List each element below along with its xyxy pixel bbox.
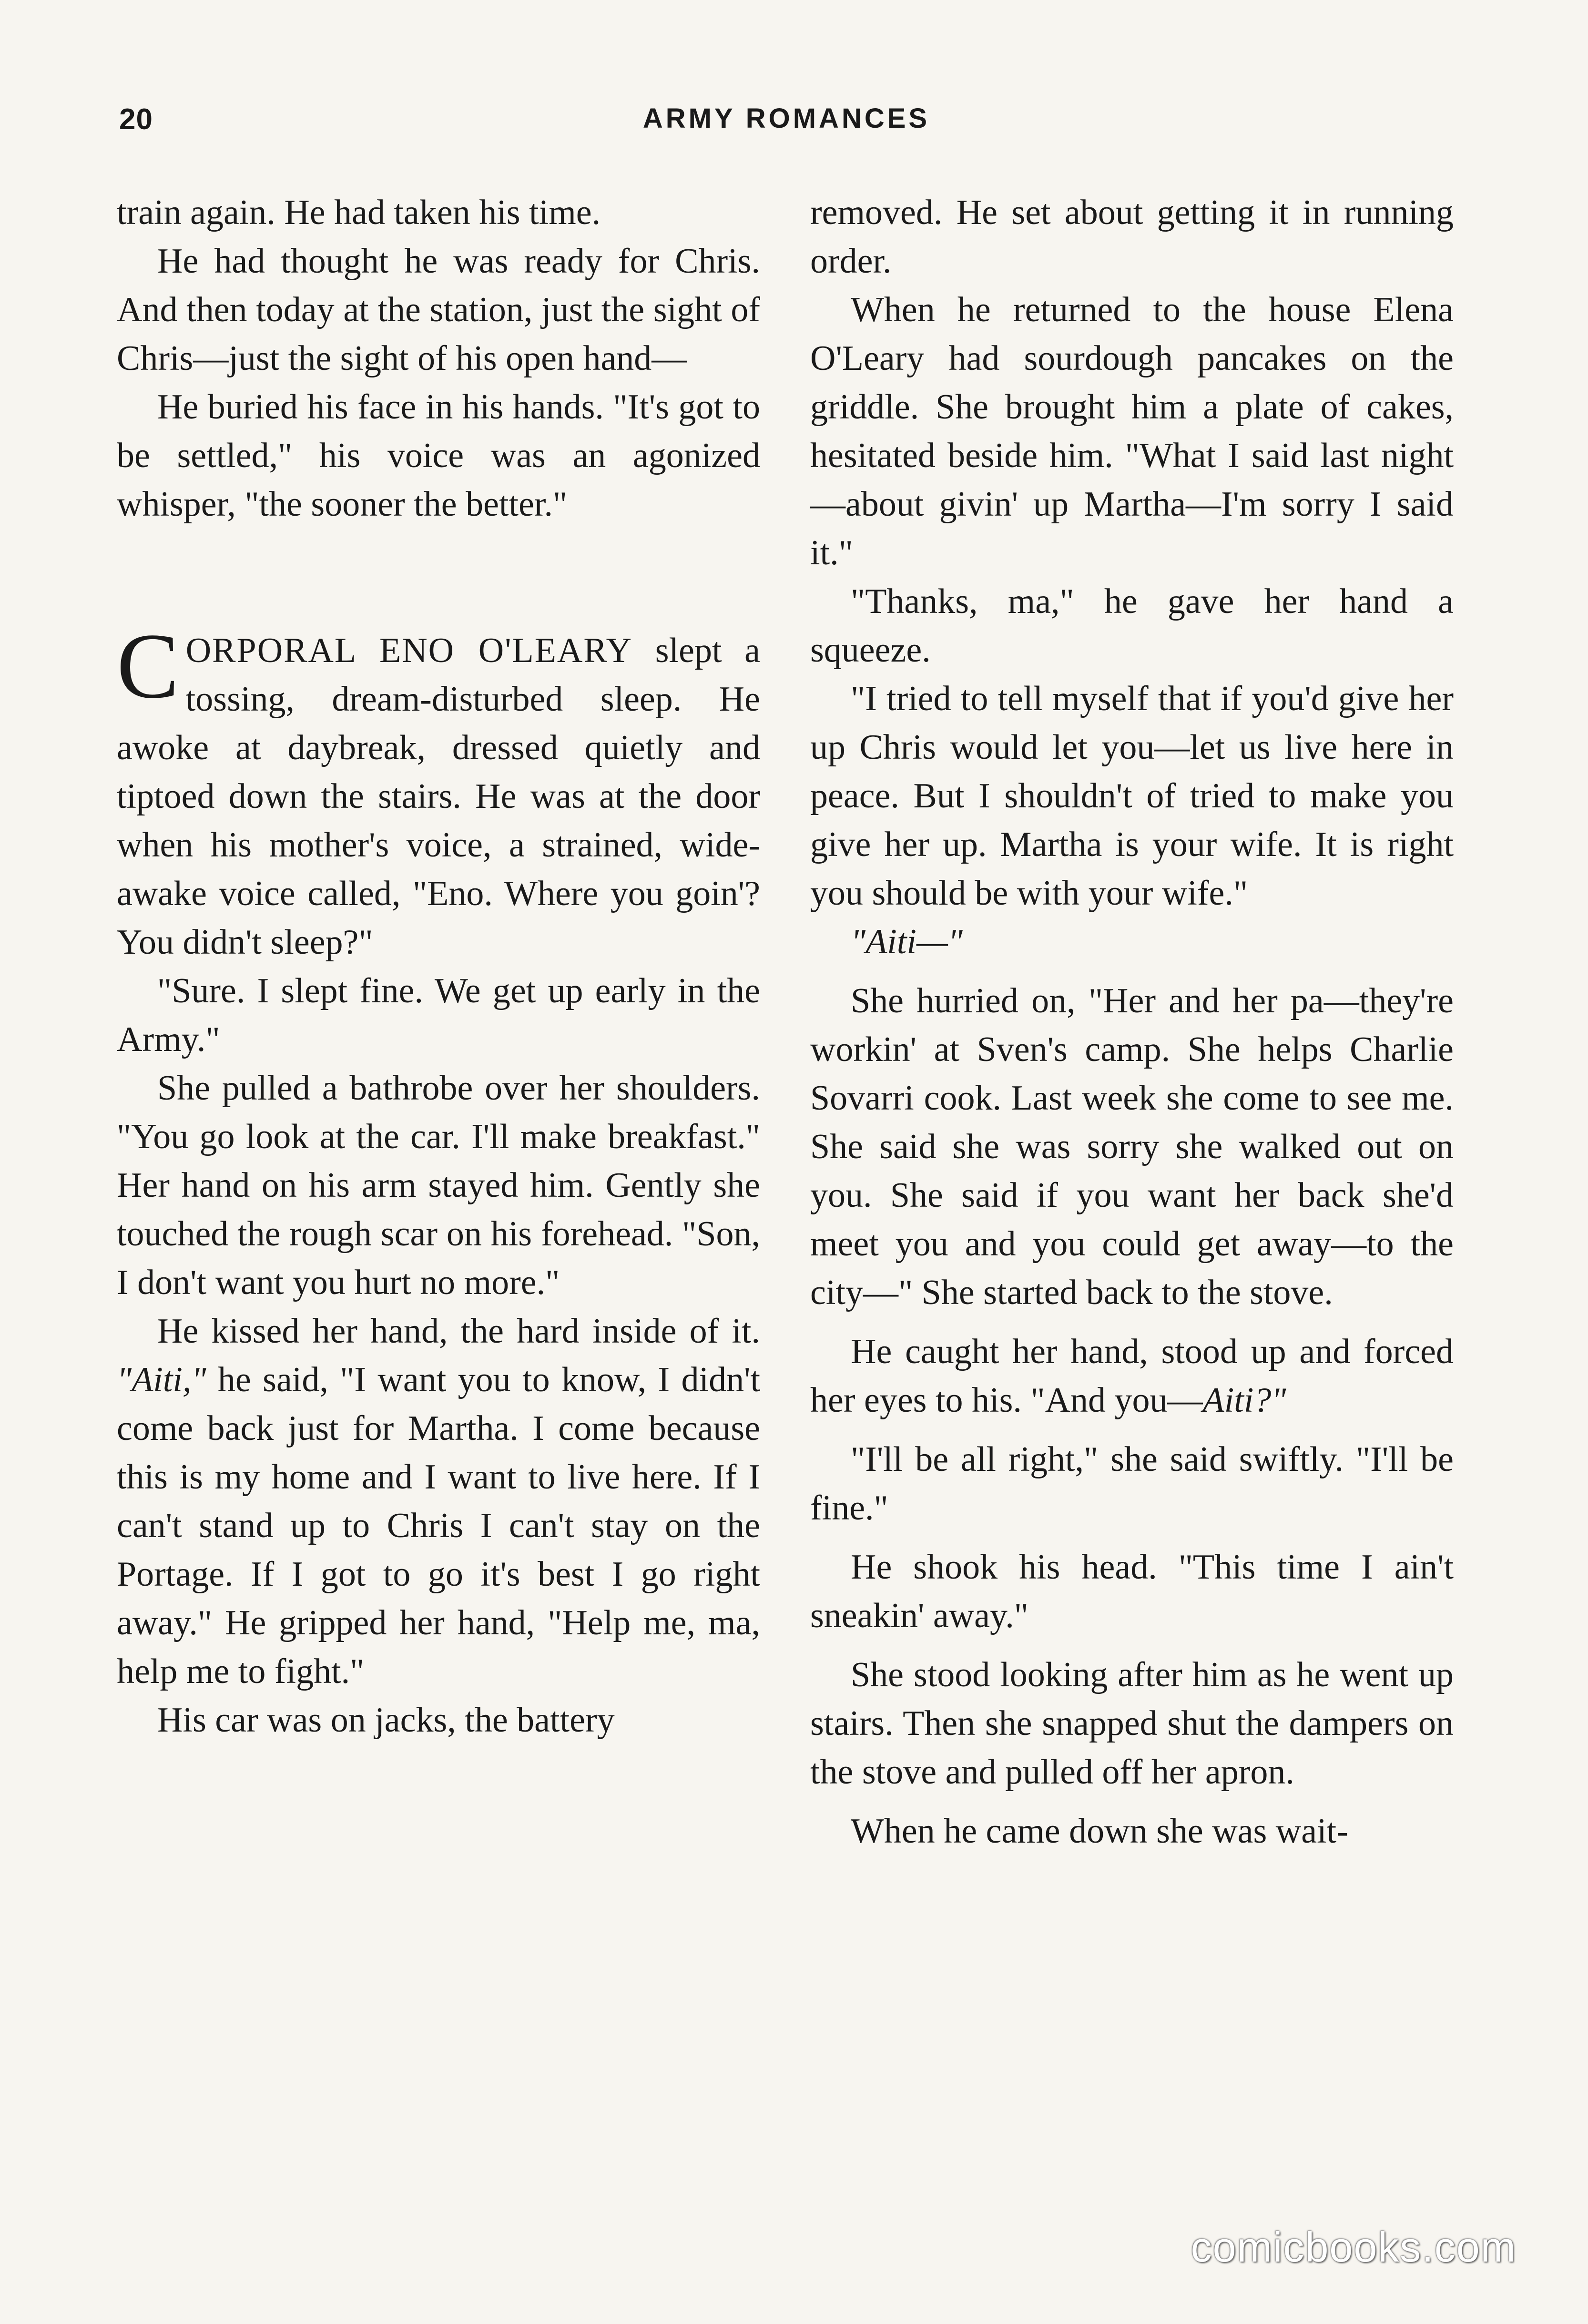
paragraph: When he returned to the house Elena O'Leary had sourdough pancakes on the griddle. She brought him a plate of cakes, hesitated beside him. "What I said last night—about givin' up Martha—I'm sorry I said it."	[810, 290, 1454, 572]
running-title: ARMY ROMANCES	[642, 103, 930, 134]
page-number: 20	[119, 103, 153, 136]
page-header	[119, 102, 1454, 145]
opening-small-caps: ORPORAL ENO O'LEARY	[185, 631, 633, 670]
paragraph-text: He caught her hand, stood up and forced her eyes to his. "And you—	[810, 1332, 1454, 1420]
right-column	[810, 188, 1454, 1855]
paragraph: She hurried on, "Her and her pa—they're workin' at Sven's camp. She helps Charlie Sovarri cook. Last week she come to see me. She said she was sorry she walked out on you. She said if you want her back she'd meet you and you could get away—to the city—" She started back to the stove.	[810, 981, 1454, 1312]
drop-cap: C	[117, 614, 179, 718]
paragraph: She pulled a bathrobe over her shoulders. "You go look at the car. I'll make breakfast." Her hand on his arm stayed him. Gently she touched the rough scar on his forehead. "Son, I don't want you hurt no more."	[117, 1069, 760, 1302]
watermark: comicbooks.com	[1191, 2223, 1517, 2271]
paragraph: He shook his head. "This time I ain't sneakin' away."	[810, 1548, 1454, 1635]
italic-name: Aiti?"	[1202, 1381, 1286, 1420]
paragraph: "I'll be all right," she said swiftly. "I'll be fine."	[810, 1440, 1454, 1528]
paragraph: He had thought he was ready for Chris. And then today at the station, just the sight of Chris—just the sight of his open hand—	[117, 242, 760, 378]
paragraph: removed. He set about getting it in running order.	[810, 193, 1454, 281]
paragraph: train again. He had taken his time.	[117, 193, 601, 232]
paragraph	[810, 1327, 1454, 1425]
left-column	[117, 188, 760, 1744]
section-opening-paragraph	[117, 614, 760, 967]
paragraph-text: He kissed her hand, the hard inside of it.	[157, 1312, 760, 1351]
opening-text: slept a tossing, dream-disturbed sleep. He awoke at daybreak, dressed quietly and tiptoed down the stairs. He was at the door when his mother's voice, a strained, wide-awake voice called, "Eno. Where you goin'? You didn't sleep?"	[117, 631, 760, 962]
paragraph: "I tried to tell myself that if you'd give her up Chris would let you—let us live here in peace. But I shouldn't of tried to make you give her up. Martha is your wife. It is right you should be with your wife."	[810, 679, 1454, 913]
paragraph: She stood looking after him as he went up stairs. Then she snapped shut the dampers on the stove and pulled off her apron.	[810, 1655, 1454, 1792]
section-break	[117, 529, 760, 626]
paragraph: "Thanks, ma," he gave her hand a squeeze.	[810, 582, 1454, 670]
paragraph: When he came down she was wait-	[851, 1812, 1348, 1851]
italic-name: "Aiti,"	[117, 1360, 206, 1399]
italic-line: "Aiti—"	[851, 922, 963, 961]
paragraph-text: he said, "I want you to know, I didn't come back just for Martha. I come because this is my home and I want to live here. If I can't stand up to Chris I can't stay on the Portage. If I got to go it's best I go right away." He gripped her hand, "Help me, ma, help me to fight."	[117, 1360, 760, 1691]
paragraph: "Sure. I slept fine. We get up early in the Army."	[117, 971, 760, 1059]
paragraph: His car was on jacks, the battery	[157, 1701, 615, 1740]
paragraph	[117, 1307, 760, 1696]
paragraph: He buried his face in his hands. "It's got to be settled," his voice was an agonized whisper, "the sooner the better."	[117, 387, 760, 524]
